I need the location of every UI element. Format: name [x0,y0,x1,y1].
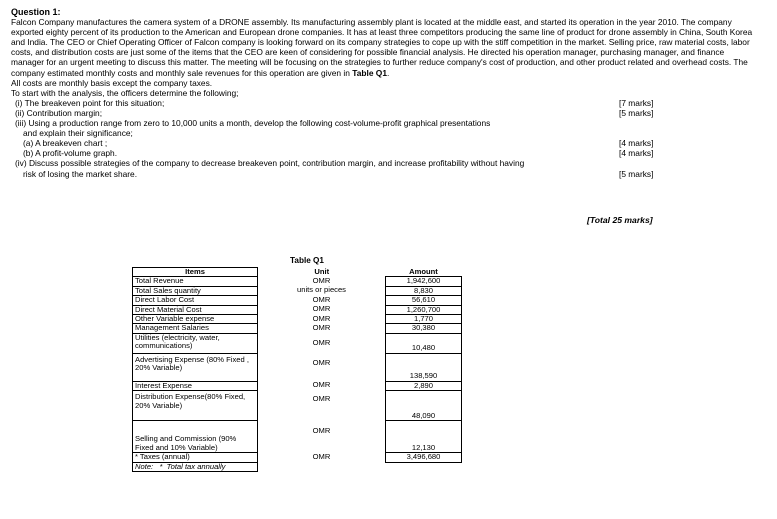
row-item: Distribution Expense(80% Fixed, 20% Variable) [133,391,258,421]
row-item: Direct Material Cost [133,305,258,314]
table-note-row [133,462,462,471]
marks-label: [4 marks] [619,138,654,149]
row-item: Interest Expense [133,381,258,390]
marks-label: [7 marks] [619,97,654,108]
row-unit: units or pieces [297,285,346,295]
row-amount: 30,380 [386,324,462,333]
table-row [133,453,462,462]
row-unit: OMR [312,358,331,368]
table-row [133,421,462,453]
table-row [133,324,462,333]
question-title: Question 1: [11,7,61,17]
total-marks: [Total 25 marks] [587,215,653,225]
header-unit: Unit [314,266,330,276]
row-item: * Taxes (annual) [133,453,258,462]
table-row [133,381,462,390]
row-amount: 12,130 [386,421,462,453]
table-row [133,391,462,421]
row-unit: OMR [312,393,331,403]
row-item: Management Salaries [133,324,258,333]
row-unit: OMR [312,451,331,461]
row-amount: 138,590 [386,353,462,381]
intro-line: To start with the analysis, the officers determine the following; [11,87,239,98]
row-unit: OMR [312,322,331,332]
row-unit: OMR [312,294,331,304]
task-item-3a: (a) A breakeven chart ; [4 marks] [23,138,654,149]
all-costs-note: All costs are monthly basis except the company taxes. [11,77,213,88]
row-amount: 3,496,680 [386,453,462,462]
table-row [133,333,462,353]
task-item-3-cont: and explain their significance; [23,128,133,139]
question-paragraph: Falcon Company manufactures the camera system of a DRONE assembly. Its manufacturing assembly plant is located at the middle east, and started its operation in the year 2010. The company exported eighty percent of its production to the American and European drone companies. It has at least three competitors producing the same line of product for drone assembly in China, South Korea and India. The CEO or Chief Operating Officer of Falcon company is looking forward on its company strategies to cope up with the stiff competition in the market. Selling price, raw material costs, labor costs, and distribution costs are just some of the items that the CEO are keen of considering for possible financial analysis. He directed his operation manager, purchasing manager, and finance manager for an urgent meeting to discuss this matter. The meeting will be focusing on the strategies to further reduce company's cost of production, and other product related and overhead costs. The company estimated monthly costs and monthly sale revenues for this operation are given in Table Q1. [11,17,753,78]
row-item: Total Revenue [133,277,258,286]
question-document [11,7,756,179]
task-item-3: (iii) Using a production range from zero to 10,000 units a month, develop the following cost-volume-profit graphical presentations [15,118,491,129]
marks-label: [4 marks] [619,148,654,159]
row-amount: 56,610 [386,296,462,305]
row-amount: 1,942,600 [386,277,462,286]
table-note: Note: * Total tax annually [133,462,258,471]
row-unit: OMR [312,380,331,390]
task-item-4: (iv) Discuss possible strategies of the company to decrease breakeven point, contribution margin, and increase profitability without having [15,158,525,169]
table-q1 [132,267,462,472]
table-caption: Table Q1 [290,256,324,265]
row-unit: OMR [312,275,331,285]
row-item: Selling and Commission (90% Fixed and 10% Variable) [133,421,258,453]
row-amount: 1,260,700 [386,305,462,314]
row-item: Utilities (electricity, water, communications) [133,333,258,353]
marks-label: [5 marks] [619,168,654,179]
header-items: Items [133,268,258,277]
row-amount: 1,770 [386,315,462,324]
task-item-4-cont: risk of losing the market share. [5 marks] [23,168,654,179]
row-amount: 2,890 [386,381,462,390]
row-unit: OMR [312,425,331,435]
row-item: Advertising Expense (80% Fixed , 20% Variable) [133,353,258,381]
row-unit: OMR [312,304,331,314]
table-row [133,353,462,381]
row-unit: OMR [312,338,331,348]
row-amount: 48,090 [386,391,462,421]
task-item-3b: (b) A profit-volume graph. [4 marks] [23,148,654,159]
row-unit: OMR [312,313,331,323]
row-item: Direct Labor Cost [133,296,258,305]
task-item-1: (i) The breakeven point for this situation; [7 marks] [15,97,654,108]
table-row [133,296,462,305]
header-amount: Amount [386,268,462,277]
task-item-2: (ii) Contribution margin; [5 marks] [15,107,654,118]
row-item: Total Sales quantity [133,286,258,295]
marks-label: [5 marks] [619,107,654,118]
row-amount: 10,480 [386,333,462,353]
row-amount: 8,830 [386,286,462,295]
row-item: Other Variable expense [133,315,258,324]
